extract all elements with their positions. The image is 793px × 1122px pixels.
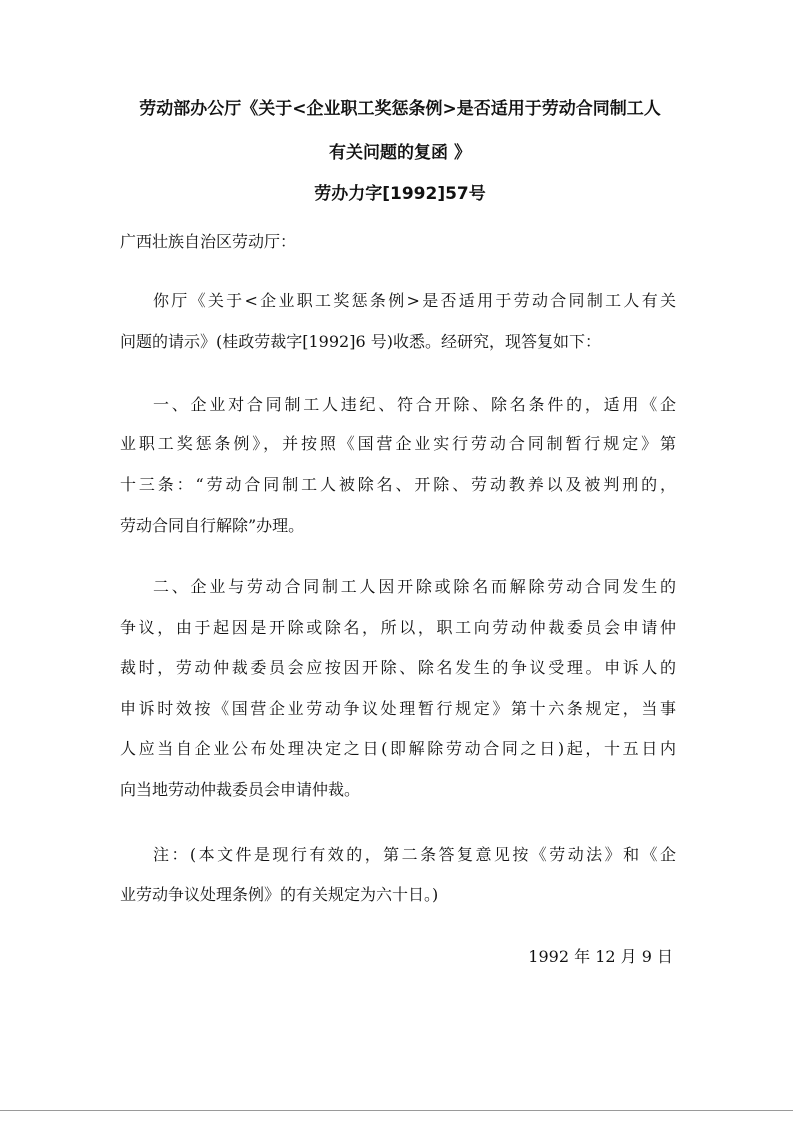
paragraph-3-line-6: 向当地劳动仲裁委员会申请仲裁。 xyxy=(120,780,361,799)
paragraph-2-line-3: 十三条：“劳动合同制工人被除名、开除、劳动教养以及被判刑的， xyxy=(120,475,676,494)
paragraph-3-line-5: 人应当自企业公布处理决定之日(即解除劳动合同之日)起，十五日内 xyxy=(120,739,676,758)
paragraph-3-line-1: 二、企业与劳动合同制工人因开除或除名而解除劳动合同发生的 xyxy=(153,577,676,596)
title-line-2: 有关问题的复函 》 xyxy=(329,143,471,163)
paragraph-3-line-4: 申诉时效按《国营企业劳动争议处理暂行规定》第十六条规定，当事 xyxy=(120,699,676,718)
page-bottom-divider xyxy=(0,1110,793,1111)
title-line-1: 劳动部办公厅《关于<企业职工奖惩条例>是否适用于劳动合同制工人 xyxy=(139,99,661,119)
paragraph-1-line-1: 你厅《关于<企业职工奖惩条例>是否适用于劳动合同制工人有关 xyxy=(153,291,676,310)
paragraph-2-line-4: 劳动合同自行解除”办理。 xyxy=(120,516,305,535)
document-number: 劳办力字[1992]57号 xyxy=(314,184,486,204)
document-date: 1992 年 12 月 9 日 xyxy=(528,947,673,966)
note-line-2: 业劳动争议处理条例》的有关规定为六十日。) xyxy=(120,885,439,904)
paragraph-2-line-2: 业职工奖惩条例》，并按照《国营企业实行劳动合同制暂行规定》第 xyxy=(120,434,676,453)
paragraph-3-line-3: 裁时，劳动仲裁委员会应按因开除、除名发生的争议受理。申诉人的 xyxy=(120,658,676,677)
salutation: 广西壮族自治区劳动厅： xyxy=(120,232,297,251)
paragraph-2-line-1: 一、企业对合同制工人违纪、符合开除、除名条件的，适用《企 xyxy=(153,395,676,414)
paragraph-1-line-2: 问题的请示》(桂政劳裁字[1992]6 号)收悉。经研究，现答复如下： xyxy=(120,332,601,351)
note-line-1: 注：(本文件是现行有效的，第二条答复意见按《劳动法》和《企 xyxy=(153,845,676,864)
paragraph-3-line-2: 争议，由于起因是开除或除名，所以，职工向劳动仲裁委员会申请仲 xyxy=(120,618,676,637)
